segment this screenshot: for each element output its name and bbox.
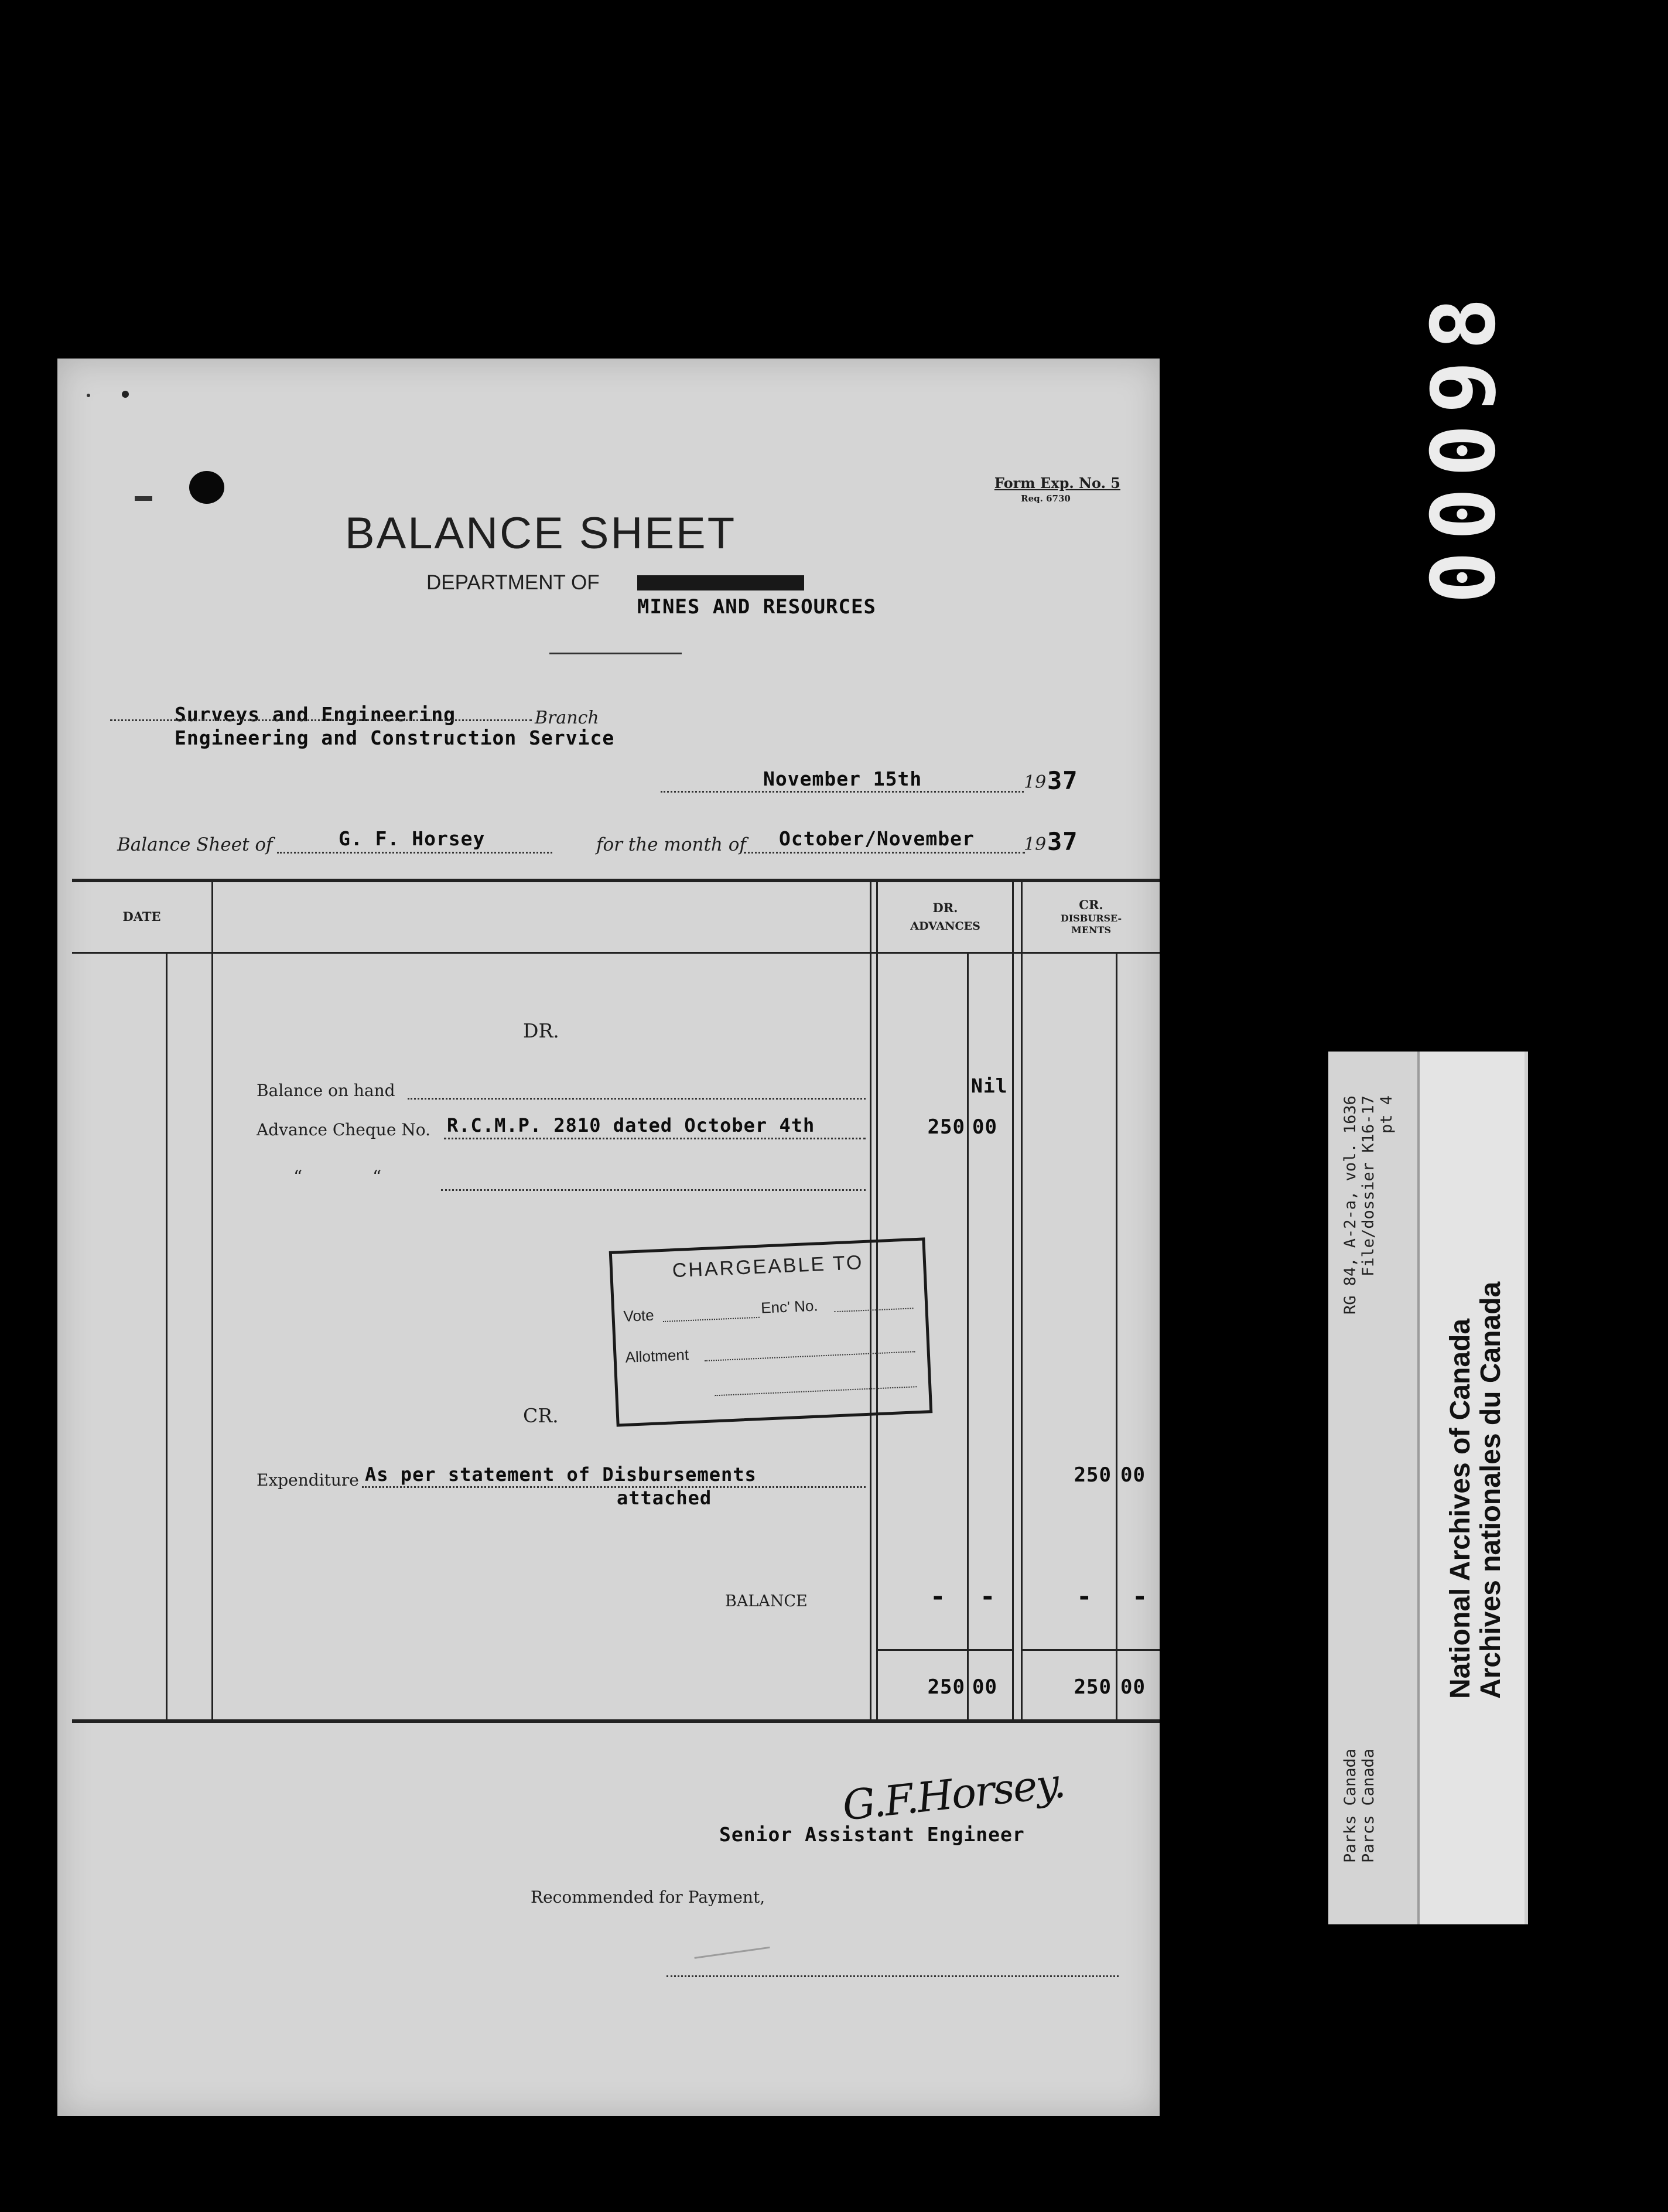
balance-dr-cents-dash: - — [980, 1582, 996, 1612]
expenditure-label: Expenditure — [257, 1470, 359, 1490]
stamp-enc-label: Enc' No. — [760, 1296, 819, 1317]
branch-name: Surveys and Engineering — [175, 703, 456, 726]
form-number: Form Exp. No. 5 — [994, 475, 1120, 491]
total-cr-dollars: 250 — [1074, 1675, 1112, 1699]
month-value: October/November — [779, 827, 975, 850]
totals-rule-dr — [877, 1649, 1013, 1651]
table-top-rule — [72, 879, 1160, 882]
requisition-number: Req. 6730 — [1021, 493, 1071, 504]
balance-on-hand-label: Balance on hand — [257, 1081, 395, 1100]
date-year-prefix: 19 — [1024, 772, 1047, 793]
month-year: 37 — [1047, 827, 1078, 856]
frame-number: 00098 — [1413, 286, 1515, 604]
page-title: BALANCE SHEET — [344, 508, 737, 558]
balance-dr-dollars-dash: - — [930, 1582, 946, 1612]
column-header-disbursements: DISBURSE- MENTS — [1060, 913, 1122, 936]
column-header-dr: DR. — [932, 900, 958, 915]
ditto-mark-1: “ — [293, 1167, 303, 1187]
ditto-mark-2: “ — [372, 1167, 382, 1187]
punch-hole — [189, 471, 224, 504]
table-header-rule — [72, 952, 1160, 954]
column-header-date: DATE — [122, 909, 161, 924]
department-label: DEPARTMENT OF — [426, 571, 600, 594]
month-year-prefix: 19 — [1024, 834, 1047, 855]
stamp-allotment-label: Allotment — [624, 1346, 689, 1366]
totals-rule-cr — [1021, 1649, 1160, 1651]
stamp-title: CHARGEABLE TO — [672, 1251, 864, 1282]
advance-cents: 00 — [972, 1115, 997, 1139]
national-archives-label: National Archives of Canada Archives nationales du Canada — [1445, 1281, 1506, 1699]
archive-reference: RG 84, A-2-a, vol. 1636 File/dossier K16-17 pt 4 — [1341, 1095, 1396, 1315]
specks — [122, 391, 129, 398]
title-divider — [549, 653, 682, 654]
balance-label: BALANCE — [725, 1592, 808, 1610]
column-header-advances: ADVANCES — [910, 920, 980, 933]
balance-cr-cents-dash: - — [1132, 1582, 1149, 1612]
sheet-of-label: Balance Sheet of — [117, 834, 273, 855]
expenditure-details-cont: attached — [617, 1487, 712, 1509]
advance-cheque-details: R.C.M.P. 2810 dated October 4th — [447, 1114, 815, 1136]
stamp-vote-label: Vote — [623, 1306, 655, 1325]
balance-on-hand-value: Nil — [971, 1074, 1008, 1097]
sheet-date: November 15th — [763, 767, 922, 790]
column-header-cr: CR. — [1079, 897, 1103, 912]
dr-heading: DR. — [523, 1019, 559, 1042]
total-cr-cents: 00 — [1120, 1675, 1146, 1699]
sheet-of-name: G. F. Horsey — [339, 827, 486, 850]
payment-signature-line — [666, 1975, 1119, 1977]
cr-heading: CR. — [523, 1404, 559, 1427]
month-label: for the month of — [596, 834, 746, 855]
signatory-title: Senior Assistant Engineer — [719, 1823, 1025, 1846]
faint-initials — [692, 1929, 770, 1959]
service-name: Engineering and Construction Service — [175, 726, 615, 749]
recommended-for-payment-label: Recommended for Payment, — [531, 1887, 765, 1907]
struck-department — [637, 575, 804, 590]
branch-label: Branch — [535, 708, 599, 728]
expenditure-cents: 00 — [1120, 1463, 1146, 1487]
department-name: MINES AND RESOURCES — [637, 595, 876, 619]
total-dr-dollars: 250 — [927, 1675, 965, 1699]
balance-cr-dollars-dash: - — [1076, 1582, 1093, 1612]
expenditure-dollars: 250 — [1074, 1463, 1112, 1487]
table-bottom-rule — [72, 1719, 1160, 1723]
advance-dollars: 250 — [927, 1115, 965, 1139]
chargeable-to-stamp — [609, 1237, 933, 1426]
handwritten-signature: G.F.Horsey. — [840, 1759, 1067, 1830]
date-year: 37 — [1047, 766, 1078, 795]
balance-sheet-document — [57, 359, 1160, 2116]
expenditure-details: As per statement of Disbursements — [365, 1463, 757, 1486]
parks-canada-label: Parks Canada Parcs Canada — [1341, 1749, 1378, 1863]
advance-cheque-label: Advance Cheque No. — [257, 1120, 431, 1139]
total-dr-cents: 00 — [972, 1675, 997, 1699]
